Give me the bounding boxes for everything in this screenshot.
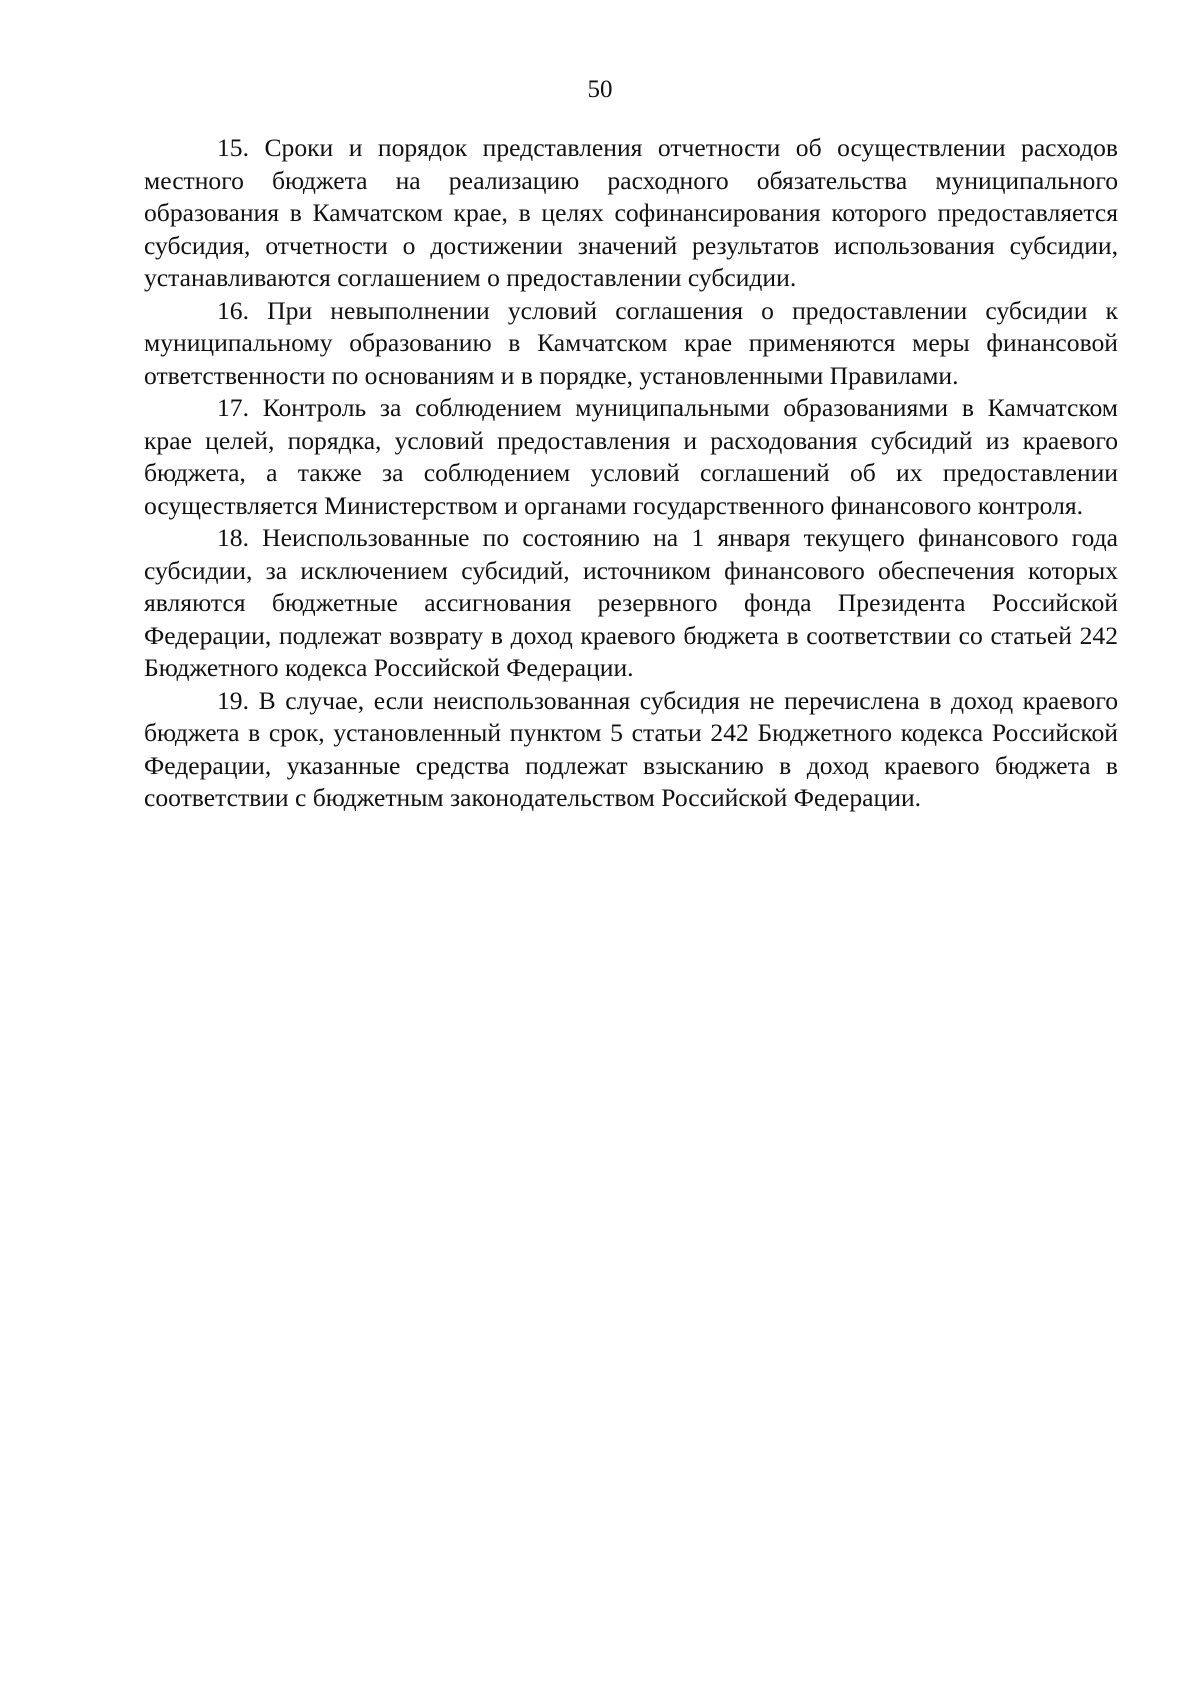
paragraph-16: 16. При невыполнении условий соглашения о предоставлении субсидии к муниципальному образованию в Камчатском крае применяются меры финансовой ответственности по основаниям и в порядке, установленными Правилами. <box>144 295 1118 390</box>
paragraph-17: 17. Контроль за соблюдением муниципальными образованиями в Камчатском крае целей, порядка, условий предоставления и расходования субсидий из краевого бюджета, а также за соблюдением условий соглашений об их предоставлении осуществляется Министерством и органами государственного финансового контроля. <box>144 393 1118 520</box>
page-number: 50 <box>587 76 613 103</box>
paragraph-19: 19. В случае, если неиспользованная субсидия не перечислена в доход краевого бюджета в срок, установленный пунктом 5 статьи 242 Бюджетного кодекса Российской Федерации, указанные средства подлежат взысканию в доход краевого бюджета в соответствии с бюджетным законодательством Российской Федерации. <box>144 685 1118 812</box>
paragraph-18: 18. Неиспользованные по состоянию на 1 января текущего финансового года субсидии, за исключением субсидий, источником финансового обеспечения которых являются бюджетные ассигнования резервного фонда Президента Российской Федерации, подлежат возврату в доход краевого бюджета в соответствии со статьей 242 Бюджетного кодекса Российской Федерации. <box>144 523 1118 682</box>
document-body <box>144 132 1118 815</box>
paragraph-15: 15. Сроки и порядок представления отчетности об осуществлении расходов местного бюджета на реализацию расходного обязательства муниципального образования в Камчатском крае, в целях софинансирования которого предоставляется субсидия, отчетности о достижении значений результатов использования субсидии, устанавливаются соглашением о предоставлении субсидии. <box>144 133 1118 292</box>
